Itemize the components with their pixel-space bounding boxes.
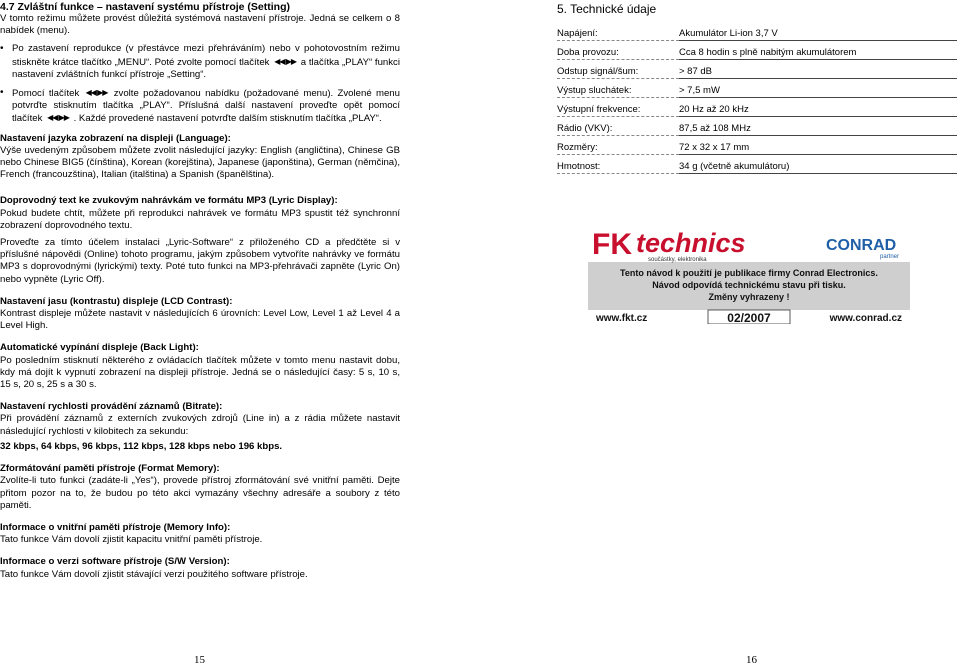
- intro-text: V tomto režimu můžete provést důležitá systémová nastavení přístroje. Jedná se celkem o 8 nabídek (menu).: [0, 13, 400, 37]
- spec-value: 72 x 32 x 17 mm: [679, 136, 957, 155]
- spec-value: 87,5 až 108 MHz: [679, 117, 957, 136]
- spec-value: > 7,5 mW: [679, 79, 957, 98]
- backlight-text: Po posledním stisknutí některého z ovládacích tlačítek můžete v tomto menu nastavit dobu, kdy má dojít k vypnutí zobrazení na displeji přístroje. Jedná se o následující časy: 5 s, 10 s, 15 s, 20 s, 25 s a 30 s.: [0, 354, 400, 391]
- conrad-subtitle: partner: [880, 254, 900, 260]
- fk-logo: FK: [592, 228, 632, 261]
- meminfo-text: Tato funkce Vám dovolí zjistit kapacitu vnitřní paměti přístroje.: [0, 534, 263, 546]
- banner-line-2: Návod odpovídá technickému stavu při tisku.: [652, 280, 846, 290]
- spec-label: Výstup sluchátek:: [557, 79, 679, 98]
- left-page: [0, 0, 400, 581]
- bitrate-title: Nastavení rychlosti provádění záznamů (Bitrate):: [0, 401, 223, 413]
- fk-subtitle: součástky, elektronika: [648, 257, 707, 263]
- spec-value: 34 g (včetně akumulátoru): [679, 155, 957, 174]
- format-title: Zformátování paměti přístroje (Format Memory):: [0, 463, 220, 475]
- prev-next-buttons-icon: ◀◀ ▶▶: [47, 113, 69, 123]
- technics-logo: technics: [636, 228, 746, 258]
- list-item: • Po zastavení reprodukce (v přestávce mezi přehráváním) nebo v pohotovostním režimu stiskněte krátce tlačítko „MENU“. Poté zvolte pomocí tlačítek ◀◀ ▶▶ a tlačítka „PLAY“ funkci nastavení zvláštních funkcí přístroje „Setting“.: [0, 43, 400, 81]
- spec-value: > 87 dB: [679, 60, 957, 79]
- instruction-list: [0, 43, 400, 125]
- banner-date: 02/2007: [727, 311, 771, 324]
- publisher-banner: [588, 224, 910, 324]
- section-heading: 4.7 Zvláštní funkce – nastavení systému přístroje (Setting): [0, 1, 291, 13]
- spec-row: [557, 22, 957, 41]
- spec-row: [557, 136, 957, 155]
- spec-value: Cca 8 hodin s plně nabitým akumulátorem: [679, 41, 957, 60]
- lyric-title: Doprovodný text ke zvukovým nahrávkám ve formátu MP3 (Lyric Display):: [0, 195, 338, 207]
- spec-row: [557, 79, 957, 98]
- bitrate-values: 32 kbps, 64 kbps, 96 kbps, 112 kbps, 128 kbps nebo 196 kbps.: [0, 440, 283, 452]
- spec-row: [557, 98, 957, 117]
- format-text: Zvolíte-li tuto funkci (zadáte-li „Yes“), provede přístroj zformátování své vnitřní paměti. Dejte přitom pozor na to, že budou po této akci vymazány všechny adresáře a soubory z této paměti.: [0, 475, 400, 511]
- prev-next-buttons-icon: ◀◀ ▶▶: [85, 88, 108, 98]
- spec-label: Výstupní frekvence:: [557, 98, 679, 117]
- fk-url: www.fkt.cz: [596, 313, 648, 324]
- spec-row: [557, 60, 957, 79]
- bitrate-text: Při provádění záznamů z externích zvukových zdrojů (Line in) a z rádia můžete nastavit následující rychlosti v kilobitech za sekundu:: [0, 413, 400, 437]
- spec-label: Napájení:: [557, 22, 679, 41]
- spec-label: Doba provozu:: [557, 41, 679, 60]
- language-text: Výše uvedeným způsobem můžete zvolit následující jazyky: English (angličtina), Chinese GB nebo Chinese BIG5 (čínština), Korean (korejština), Japanese (japonština), German (němčina), French (francouzština), Italian (italština) a Spanish (španělština).: [0, 144, 400, 181]
- page-number-right: 16: [746, 654, 757, 666]
- meminfo-title: Informace o vnitřní paměti přístroje (Memory Info):: [0, 521, 231, 533]
- lyric-text-1: Pokud budete chtít, můžete při reprodukci nahrávek ve formátu MP3 spustit též synchronní zobrazení doprovodného textu.: [0, 207, 400, 231]
- banner-line-3: Změny vyhrazeny !: [708, 292, 790, 302]
- banner-line-1: Tento návod k použití je publikace firmy Conrad Electronics.: [620, 268, 878, 278]
- conrad-logo: CONRAD: [826, 237, 897, 254]
- spec-row: [557, 41, 957, 60]
- sw-version-title: Informace o verzi software přístroje (S/W Version):: [0, 556, 230, 568]
- spec-label: Hmotnost:: [557, 155, 679, 174]
- spec-label: Rozměry:: [557, 136, 679, 155]
- spec-value: Akumulátor Li-ion 3,7 V: [679, 22, 957, 41]
- lyric-text-2: Proveďte za tímto účelem instalaci „Lyric-Software“ z přiloženého CD a předčtěte si v příslušné nápovědi (Online) tohoto programu, jakým způsobem vytvoříte nahrávky ve formátu MP3 s doprovodnými (lyrickými) texty. Poté tuto funkci na MP3-přehrávači zapněte (Lyric On) nebo vypněte (Lyric Off).: [0, 237, 400, 285]
- language-title: Nastavení jazyka zobrazení na displeji (Language):: [0, 132, 231, 144]
- spec-label: Odstup signál/šum:: [557, 60, 679, 79]
- backlight-title: Automatické vypínání displeje (Back Light):: [0, 342, 199, 354]
- spec-label: Rádio (VKV):: [557, 117, 679, 136]
- contrast-title: Nastavení jasu (kontrastu) displeje (LCD Contrast):: [0, 295, 233, 307]
- banner-graphic: [588, 224, 910, 324]
- conrad-url: www.conrad.cz: [829, 313, 902, 324]
- spec-row: [557, 155, 957, 174]
- specs-title: 5. Technické údaje: [557, 2, 657, 16]
- right-page: [557, 0, 959, 174]
- spec-value: 20 Hz až 20 kHz: [679, 98, 957, 117]
- specs-table: [557, 22, 957, 174]
- page-number-left: 15: [194, 654, 205, 666]
- sw-version-text: Tato funkce Vám dovolí zjistit stávající verzi použitého software přístroje.: [0, 568, 308, 580]
- spec-row: [557, 117, 957, 136]
- contrast-text: Kontrast displeje můžete nastavit v následujících 6 úrovních: Level Low, Level 1 až Level 4 a Level High.: [0, 308, 400, 332]
- list-item: • Pomocí tlačítek ◀◀ ▶▶ zvolte požadovanou nabídku (požadované menu). Zvolené menu potvrďte stisknutím tlačítka „PLAY“. Příslušná další nastavení proveďte opět pomocí tlačítek ◀◀ ▶▶ . Každé provedené nastavení potvrďte dalším stisknutím tlačítka „PLAY“.: [0, 87, 400, 126]
- prev-next-buttons-icon: ◀◀ ▶▶: [274, 56, 297, 66]
